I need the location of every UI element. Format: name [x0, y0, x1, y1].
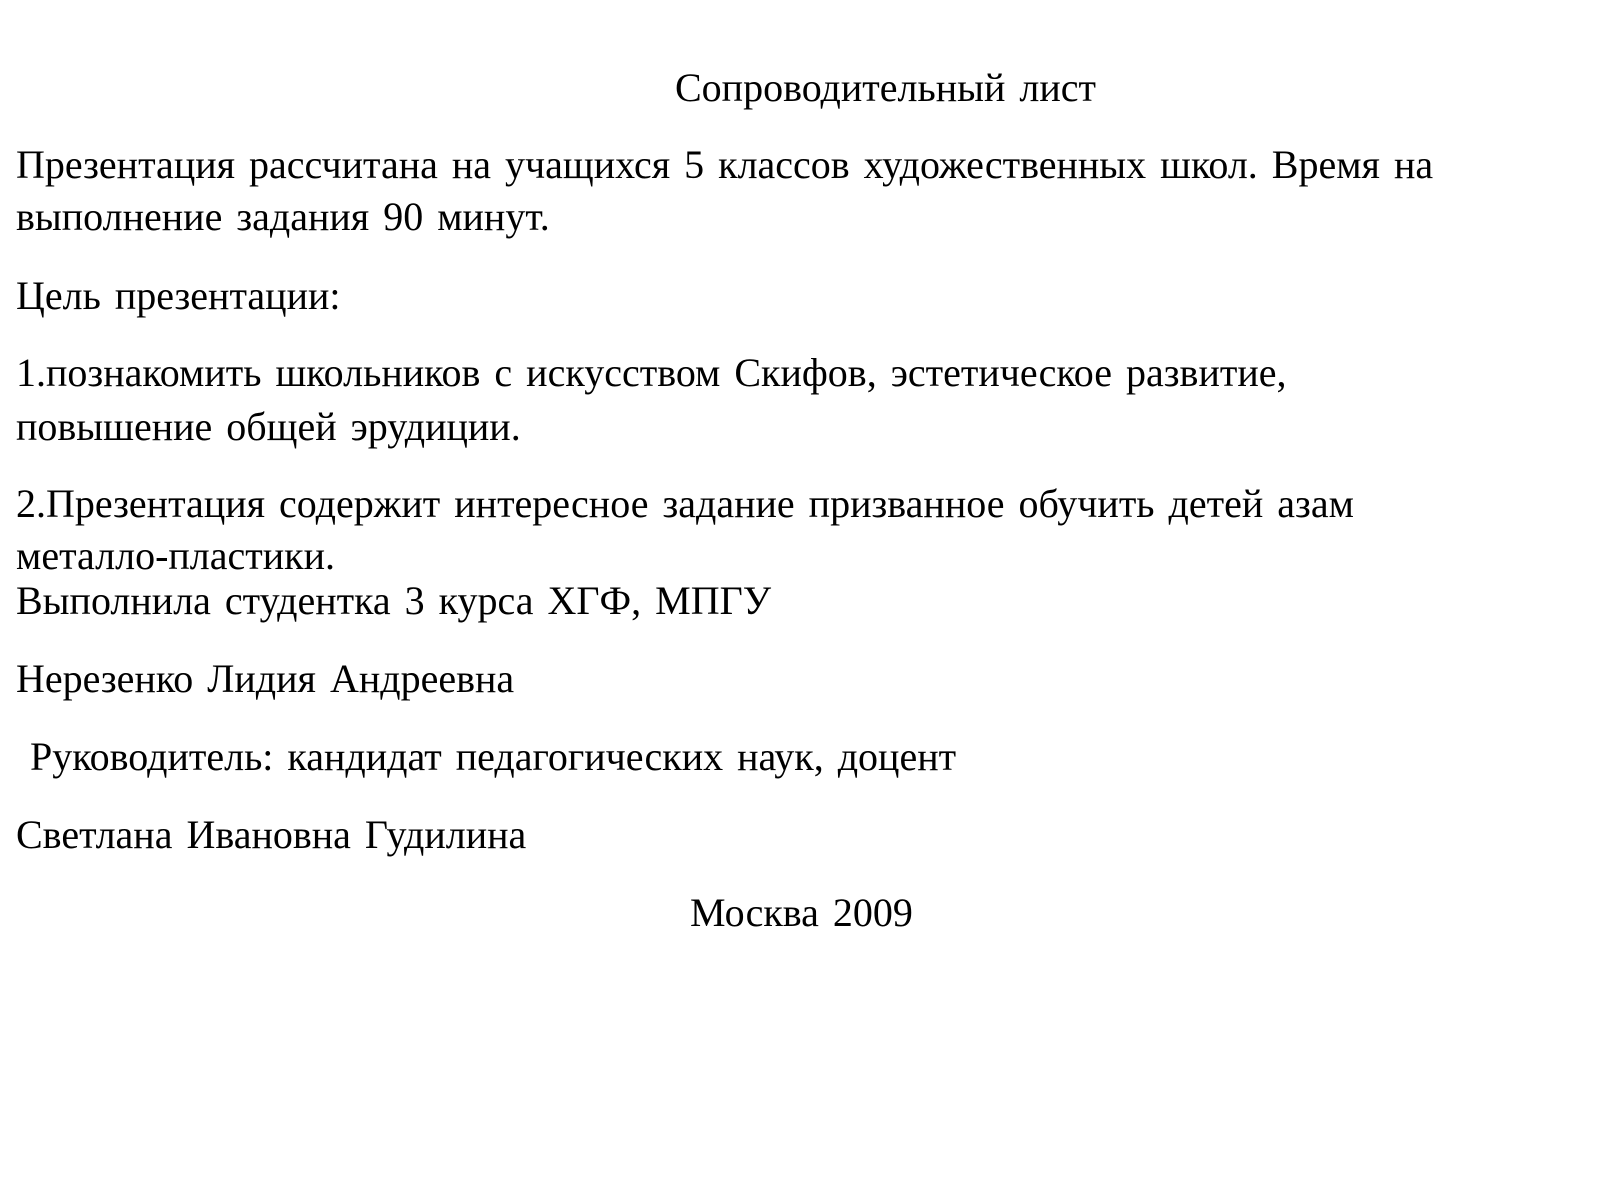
author-line: Выполнила студентка 3 курса ХГФ, МПГУ	[16, 578, 772, 623]
supervisor-line: Руководитель: кандидат педагогических наук, доцент	[16, 734, 957, 779]
goal-item-1-line-2: повышение общей эрудиции.	[16, 404, 521, 449]
intro-line-2: выполнение задания 90 минут.	[16, 194, 550, 239]
goal-heading: Цель презентации:	[16, 273, 341, 318]
page-title: Сопроводительный лист	[675, 65, 1097, 110]
footer-place-year: Москва 2009	[690, 890, 913, 935]
supervisor-name: Светлана Ивановна Гудилина	[16, 812, 527, 857]
goal-item-2-line-2: металло-пластики.	[16, 533, 335, 578]
goal-item-1-line-1: 1.познакомить школьников с искусством Скифов, эстетическое развитие,	[16, 350, 1287, 395]
author-name: Нерезенко Лидия Андреевна	[16, 656, 515, 701]
goal-item-2-line-1: 2.Презентация содержит интересное задание призванное обучить детей азам	[16, 481, 1354, 526]
intro-line-1: Презентация рассчитана на учащихся 5 классов художественных школ. Время на	[16, 142, 1434, 187]
